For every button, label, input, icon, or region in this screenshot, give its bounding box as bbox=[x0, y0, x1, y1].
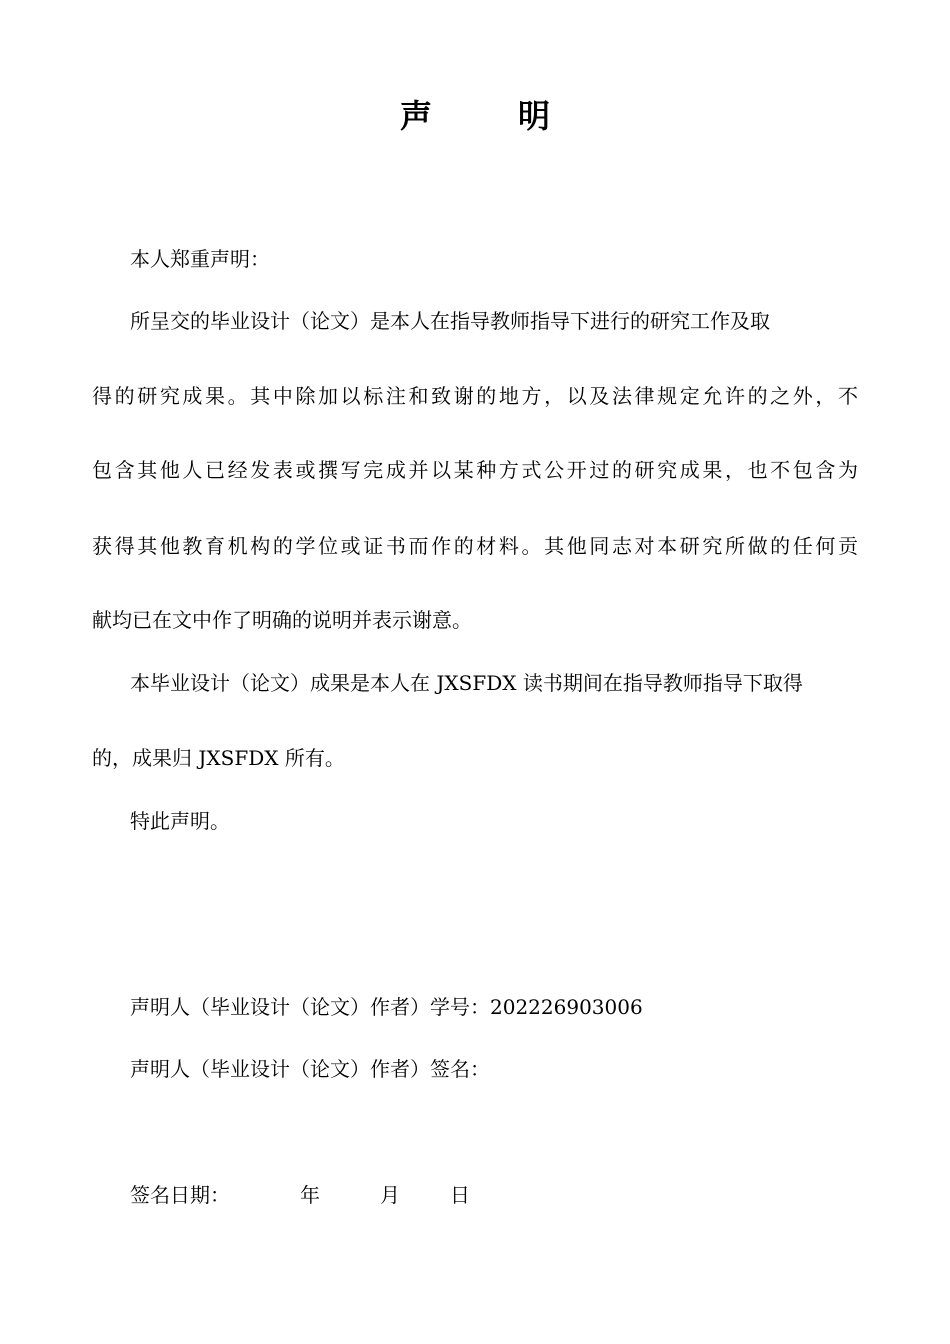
para1-line-4: 获得其他教育机构的学位或证书而作的材料。其他同志对本研究所做的任何贡 bbox=[92, 534, 858, 558]
title-char-2: 明 bbox=[518, 97, 551, 135]
student-id-line: 声明人（毕业设计（论文）作者）学号：202226903006 bbox=[130, 995, 643, 1019]
date-label: 签名日期： bbox=[130, 1183, 230, 1207]
para1-line-5: 献均已在文中作了明确的说明并表示谢意。 bbox=[92, 608, 472, 632]
signature-name-line: 声明人（毕业设计（论文）作者）签名： bbox=[130, 1057, 490, 1081]
para1-line-2: 得的研究成果。其中除加以标注和致谢的地方，以及法律规定允许的之外，不 bbox=[92, 384, 858, 408]
date-day: 日 bbox=[450, 1183, 470, 1207]
para1-line-1: 所呈交的毕业设计（论文）是本人在指导教师指导下进行的研究工作及取 bbox=[130, 309, 770, 333]
date-month: 月 bbox=[380, 1183, 400, 1207]
closing-line: 特此声明。 bbox=[130, 809, 230, 833]
para2-line-2: 的，成果归 JXSFDX 所有。 bbox=[92, 746, 345, 770]
greeting-line: 本人郑重声明： bbox=[130, 247, 270, 271]
signature-date-line bbox=[130, 1180, 470, 1210]
para2-line-1: 本毕业设计（论文）成果是本人在 JXSFDX 读书期间在指导教师指导下取得 bbox=[130, 671, 803, 695]
page-title bbox=[0, 92, 950, 140]
date-year: 年 bbox=[300, 1183, 320, 1207]
para1-line-3: 包含其他人已经发表或撰写完成并以某种方式公开过的研究成果，也不包含为 bbox=[92, 458, 858, 482]
title-char-1: 声 bbox=[399, 97, 432, 135]
